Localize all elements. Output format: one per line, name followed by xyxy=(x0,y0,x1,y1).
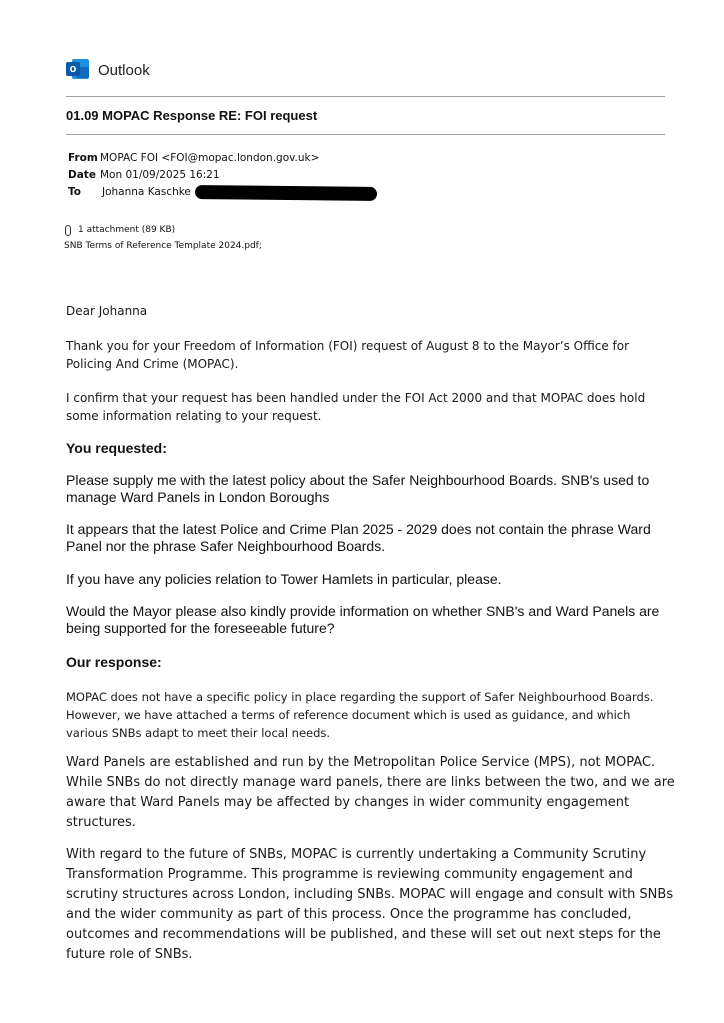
from-value: MOPAC FOI <FOI@mopac.london.gov.uk> xyxy=(100,151,320,164)
date-label: Date xyxy=(68,168,96,181)
to-label: To xyxy=(68,185,81,198)
redaction-mark xyxy=(195,185,377,201)
header-divider xyxy=(66,96,665,97)
subject-divider xyxy=(66,134,665,135)
request-paragraph: Would the Mayor please also kindly provide information on whether SNB's and Ward Panels are being supported for the foreseeable future? xyxy=(66,603,660,636)
outlook-logo-icon: o xyxy=(66,58,90,80)
attachment-block xyxy=(64,223,262,255)
app-name: Outlook xyxy=(98,61,150,79)
intro-paragraph: Thank you for your Freedom of Information (FOI) request of August 8 to the Mayor’s Office for Policing And Crime (MOPAC). xyxy=(66,339,630,371)
response-paragraph: MOPAC does not have a specific policy in place regarding the support of Safer Neighbourhood Boards. However, we have attached a terms of reference document which is used as guidance, and which various SNBs adapt to meet their local needs. xyxy=(66,690,654,740)
response-paragraph: With regard to the future of SNBs, MOPAC is currently undertaking a Community Scrutiny Transformation Programme. This programme is reviewing community engagement and scrutiny structures across London, including SNBs. MOPAC will engage and consult with SNBs and the wider community as part of this process. Once the programme has concluded, outcomes and recommendations will be published, and these will set out next steps for the future role of SNBs. xyxy=(66,847,674,962)
response-paragraph: Ward Panels are established and run by the Metropolitan Police Service (MPS), not MOPAC. While SNBs do not directly manage ward panels, there are links between the two, and we are aware that Ward Panels may be affected by changes in wider community engagement structures. xyxy=(66,755,675,830)
request-paragraph: If you have any policies relation to Tower Hamlets in particular, please. xyxy=(66,571,502,587)
app-header xyxy=(66,58,150,80)
to-row xyxy=(68,183,377,200)
requested-heading: You requested: xyxy=(66,440,167,456)
to-value: Johanna Kaschke xyxy=(102,185,191,198)
response-heading: Our response: xyxy=(66,654,162,670)
greeting: Dear Johanna xyxy=(66,304,148,318)
email-subject: 01.09 MOPAC Response RE: FOI request xyxy=(66,108,318,123)
request-paragraph: Please supply me with the latest policy about the Safer Neighbourhood Boards. SNB's used to manage Ward Panels in London Boroughs xyxy=(66,472,650,505)
from-row xyxy=(68,149,377,166)
attachment-count: 1 attachment (89 KB) xyxy=(78,225,176,235)
confirmation-paragraph: I confirm that your request has been handled under the FOI Act 2000 and that MOPAC does hold some information relating to your request. xyxy=(66,391,646,423)
date-row xyxy=(68,166,377,183)
paperclip-icon xyxy=(65,225,71,236)
request-paragraph: It appears that the latest Police and Crime Plan 2025 - 2029 does not contain the phrase Ward Panel nor the phrase Safer Neighbourhood Boards. xyxy=(66,521,651,554)
attachment-filename: SNB Terms of Reference Template 2024.pdf; xyxy=(64,241,262,251)
email-meta xyxy=(68,149,377,200)
date-value: Mon 01/09/2025 16:21 xyxy=(100,168,220,181)
from-label: From xyxy=(68,151,98,164)
